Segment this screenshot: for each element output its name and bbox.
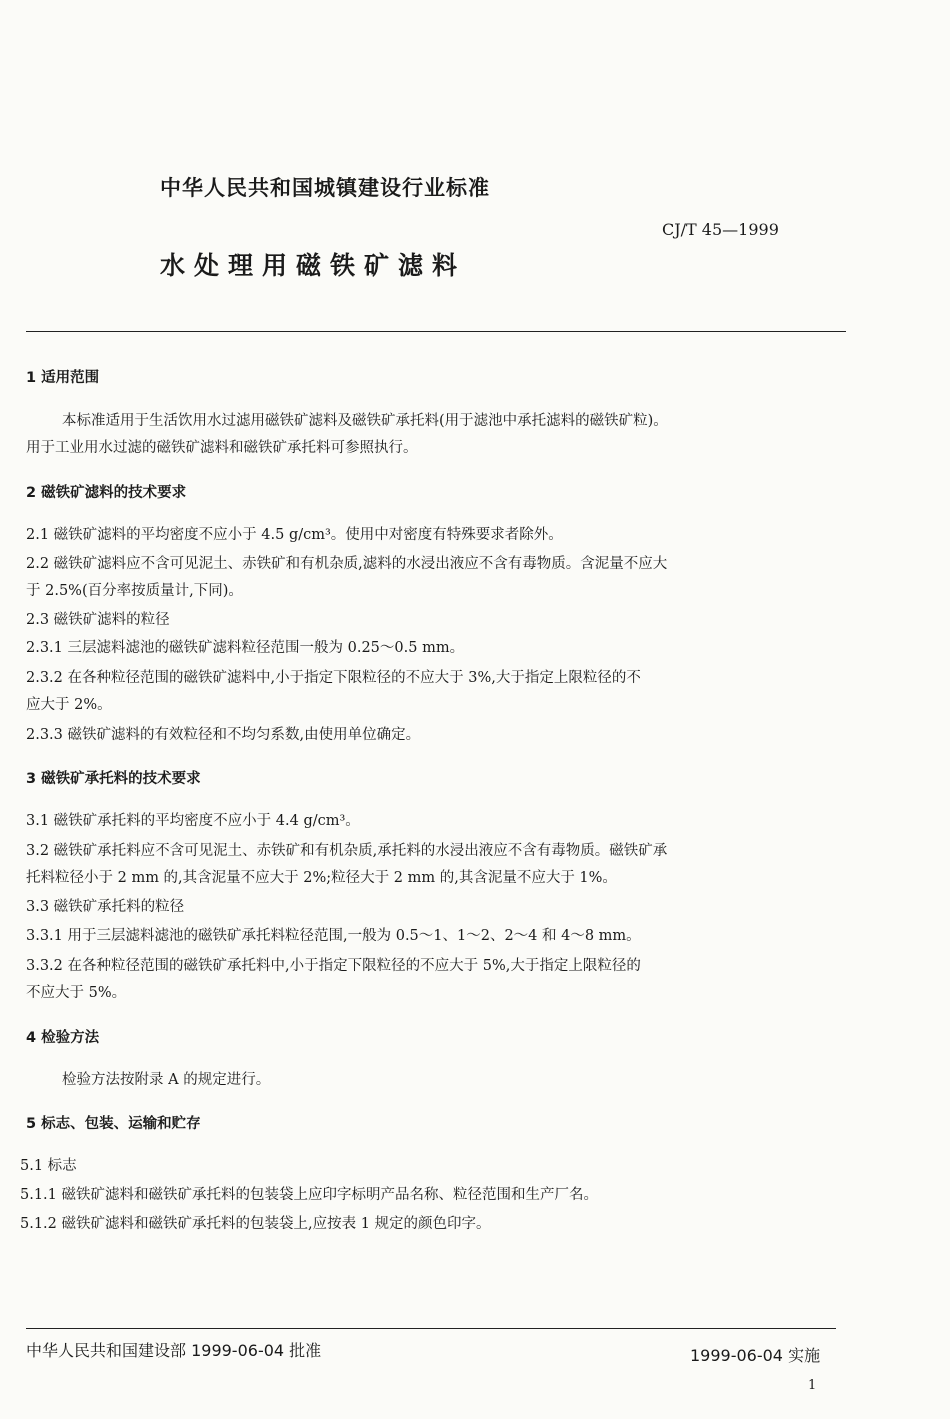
clause-5-1-2: 5.1.2 磁铁矿滤料和磁铁矿承托料的包装袋上,应按表 1 规定的颜色印字。 xyxy=(20,1216,491,1232)
clause-2-3: 2.3 磁铁矿滤料的粒径 xyxy=(26,612,170,628)
clause-3-3-2-line-1: 3.3.2 在各种粒径范围的磁铁矿承托料中,小于指定下限粒径的不应大于 5%,大于指定上限粒径的 xyxy=(26,958,641,974)
effective-date: 1999-06-04 实施 xyxy=(690,1346,821,1365)
clause-3-3-1: 3.3.1 用于三层滤料滤池的磁铁矿承托料粒径范围,一般为 0.5～1、1～2、2～4 和 4～8 mm。 xyxy=(26,928,641,944)
page-number: 1 xyxy=(808,1378,817,1393)
section-1-heading: 1 适用范围 xyxy=(26,370,100,386)
clause-2-3-1: 2.3.1 三层滤料滤池的磁铁矿滤料粒径范围一般为 0.25～0.5 mm。 xyxy=(26,640,465,656)
clause-2-3-3: 2.3.3 磁铁矿滤料的有效粒径和不均匀系数,由使用单位确定。 xyxy=(26,727,421,743)
document-title: 水处理用磁铁矿滤料 xyxy=(160,251,467,280)
issuing-body-title: 中华人民共和国城镇建设行业标准 xyxy=(160,176,490,200)
clause-2-2-line-2: 于 2.5%(百分率按质量计,下同)。 xyxy=(26,583,243,599)
section-1-para-line-2: 用于工业用水过滤的磁铁矿滤料和磁铁矿承托料可参照执行。 xyxy=(26,440,418,456)
section-1-para-line-1: 本标准适用于生活饮用水过滤用磁铁矿滤料及磁铁矿承托料(用于滤池中承托滤料的磁铁矿粒)。 xyxy=(62,413,668,429)
footer-divider xyxy=(26,1328,836,1329)
section-2-heading: 2 磁铁矿滤料的技术要求 xyxy=(26,485,187,501)
standard-code: CJ/T 45—1999 xyxy=(662,220,779,239)
clause-2-1: 2.1 磁铁矿滤料的平均密度不应小于 4.5 g/cm³。使用中对密度有特殊要求者除外。 xyxy=(26,527,563,543)
section-4-para: 检验方法按附录 A 的规定进行。 xyxy=(62,1072,271,1088)
section-4-heading: 4 检验方法 xyxy=(26,1030,100,1046)
clause-2-3-2-line-1: 2.3.2 在各种粒径范围的磁铁矿滤料中,小于指定下限粒径的不应大于 3%,大于指定上限粒径的不 xyxy=(26,670,641,686)
clause-3-3: 3.3 磁铁矿承托料的粒径 xyxy=(26,899,185,915)
approval-statement: 中华人民共和国建设部 1999-06-04 批准 xyxy=(26,1341,322,1360)
section-3-heading: 3 磁铁矿承托料的技术要求 xyxy=(26,771,201,787)
clause-2-2-line-1: 2.2 磁铁矿滤料应不含可见泥土、赤铁矿和有机杂质,滤料的水浸出液应不含有毒物质。含泥量不应大 xyxy=(26,556,668,572)
clause-5-1: 5.1 标志 xyxy=(20,1158,77,1174)
clause-3-1: 3.1 磁铁矿承托料的平均密度不应小于 4.4 g/cm³。 xyxy=(26,813,360,829)
section-5-heading: 5 标志、包装、运输和贮存 xyxy=(26,1116,201,1132)
clause-2-3-2-line-2: 应大于 2%。 xyxy=(26,697,112,713)
clause-3-2-line-1: 3.2 磁铁矿承托料应不含可见泥土、赤铁矿和有机杂质,承托料的水浸出液应不含有毒物质。磁铁矿承 xyxy=(26,843,668,859)
header-divider xyxy=(26,331,846,332)
clause-5-1-1: 5.1.1 磁铁矿滤料和磁铁矿承托料的包装袋上应印字标明产品名称、粒径范围和生产厂名。 xyxy=(20,1187,598,1203)
clause-3-2-line-2: 托料粒径小于 2 mm 的,其含泥量不应大于 2%;粒径大于 2 mm 的,其含泥量不应大于 1%。 xyxy=(26,870,617,886)
clause-3-3-2-line-2: 不应大于 5%。 xyxy=(26,985,127,1001)
